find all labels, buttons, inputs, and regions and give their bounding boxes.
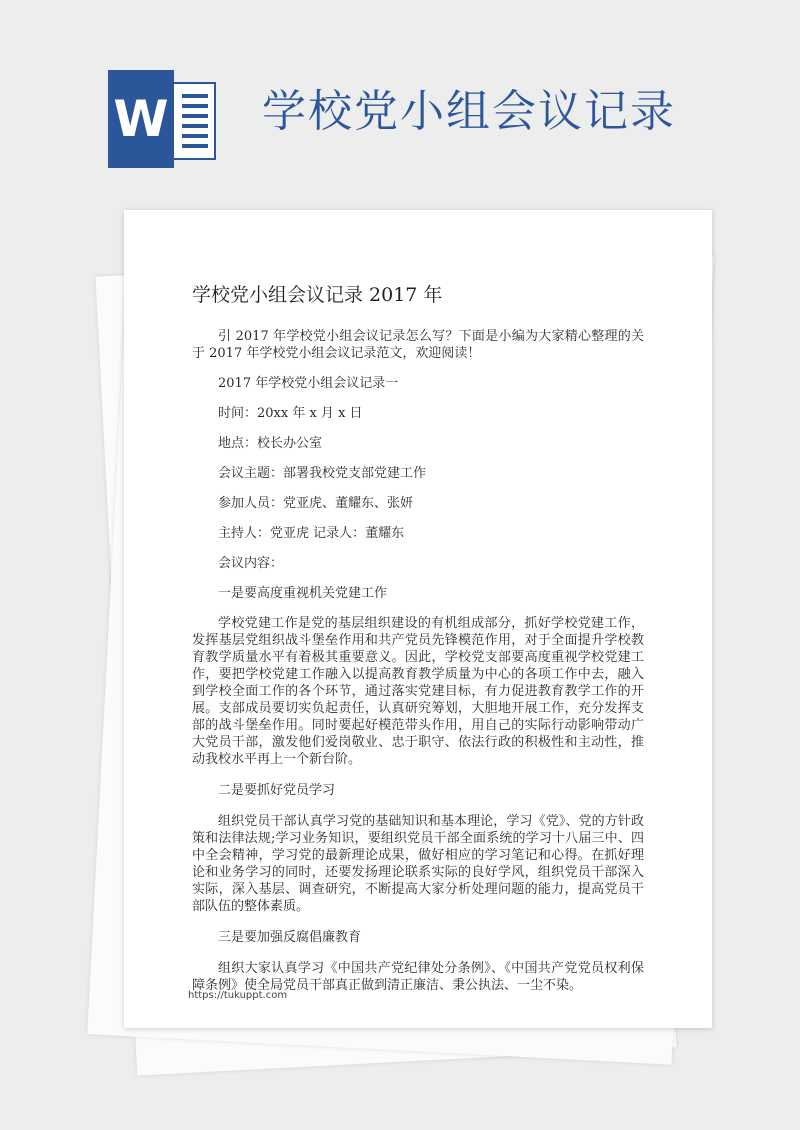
meeting-host-recorder: 主持人：党亚虎 记录人：董耀东 bbox=[218, 526, 405, 541]
intro-paragraph: 引 2017 年学校党小组会议记录怎么写？下面是小编为大家精心整理的关于 2017 年学校党小组会议记录范文，欢迎阅读！ bbox=[192, 329, 644, 361]
meeting-location: 地点：校长办公室 bbox=[218, 436, 323, 451]
footer-url: https://tukuppt.com bbox=[188, 990, 288, 1001]
word-badge: W bbox=[108, 70, 174, 168]
section-heading-1: 一是要高度重视机关党建工作 bbox=[218, 586, 388, 601]
section-paragraph-1: 学校党建工作是党的基层组织建设的有机组成部分，抓好学校党建工作，发挥基层党组织战斗堡垒作用和共产党员先锋模范作用，对于全面提升学校教育教学质量水平有着极其重要意义。因此，学校党支部要高度重视学校党建工作，要把学校党建工作融入以提高教育教学质量为中心的各项工作中去，融入到学校全面工作的各个环节，通过落实党建目标，有力促进教育教学工作的开展。支部成员要切实负起责任，认真研究筹划，大胆地开展工作，充分发挥支部的战斗堡垒作用。同时要起好模范带头作用，用自己的实际行动影响带动广大党员干部，激发他们爱岗敬业、忠于职守、依法行政的积极性和主动性，推动我校水平再上一个新台阶。 bbox=[192, 616, 644, 767]
meeting-topic: 会议主题：部署我校党支部党建工作 bbox=[218, 466, 427, 481]
page-header bbox=[0, 0, 800, 190]
word-icon bbox=[108, 70, 220, 168]
section-heading-2: 二是要抓好党员学习 bbox=[218, 783, 336, 798]
record-heading: 2017 年学校党小组会议记录一 bbox=[218, 376, 399, 391]
section-paragraph-2: 组织党员干部认真学习党的基础知识和基本理论，学习《党》、党的方针政策和法律法规;学习业务知识，要组织党员干部全面系统的学习十八届三中、四中全会精神，学习党的最新理论成果，做好相应的学习笔记和心得。在抓好理论和业务学习的同时，还要发扬理论联系实际的良好学风，组织党员干部深入实际，深入基层、调查研究，不断提高大家分析处理问题的能力，提高党员干部队伍的整体素质。 bbox=[192, 814, 644, 914]
meeting-attendees: 参加人员：党亚虎、董耀东、张妍 bbox=[218, 496, 414, 511]
document-body bbox=[192, 328, 644, 994]
section-heading-3: 三是要加强反腐倡廉教育 bbox=[218, 930, 362, 945]
meeting-time: 时间：20xx 年 x 月 x 日 bbox=[218, 406, 363, 421]
document-title: 学校党小组会议记录 2017 年 bbox=[192, 284, 443, 306]
section-paragraph-3: 组织大家认真学习《中国共产党纪律处分条例》、《中国共产党党员权利保障条例》使全局党员干部真正做到清正廉洁、秉公执法、一尘不染。 bbox=[192, 961, 644, 993]
document-page bbox=[124, 210, 712, 1028]
header-title: 学校党小组会议记录 bbox=[262, 86, 676, 137]
meeting-content-label: 会议内容： bbox=[218, 556, 284, 571]
